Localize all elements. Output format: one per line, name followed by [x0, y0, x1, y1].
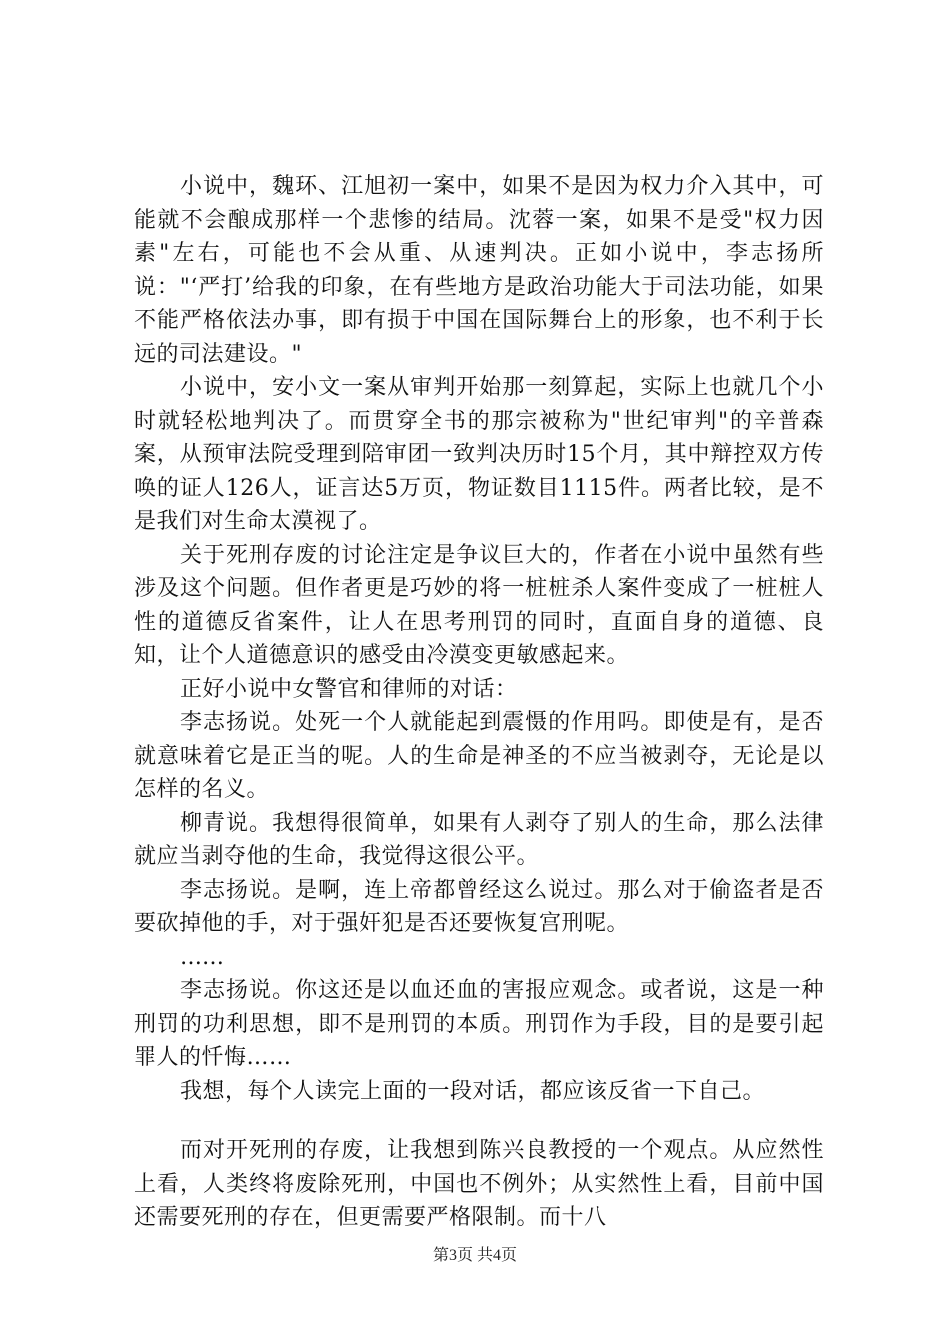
paragraph-dialogue-li-1: 李志扬说。处死一个人就能起到震慑的作用吗。即使是有，是否就意味着它是正当的呢。人的生命是神圣的不应当被剥夺，无论是以怎样的名义。 — [134, 710, 824, 802]
page-footer: 第3页 共4页 — [432, 1247, 517, 1264]
paragraph-dialogue-liu: 柳青说。我想得很简单，如果有人剥夺了别人的生命，那么法律就应当剥夺他的生命，我觉得这很公平。 — [134, 810, 824, 869]
paragraph-chen-xingliang: 而对开死刑的存废，让我想到陈兴良教授的一个观点。从应然性上看，人类终将废除死刑，中国也不例外；从实然性上看，目前中国还需要死刑的存在，但更需要严格限制。而十八 — [134, 1138, 824, 1230]
paragraph-dialogue-li-3: 李志扬说。你这还是以血还血的害报应观念。或者说，这是一种刑罚的功利思想，即不是刑罚的本质。刑罚作为手段，目的是要引起罪人的忏悔…… — [134, 978, 824, 1070]
paragraph-power-intervention: 小说中，魏环、江旭初一案中，如果不是因为权力介入其中，可能就不会酿成那样一个悲惨的结局。沈蓉一案，如果不是受"权力因素"左右，可能也不会从重、从速判决。正如小说中，李志扬所说："‘严打’给我的印象，在有些地方是政治功能大于司法功能，如果不能严格依法办事，即有损于中国在国际舞台上的形象，也不利于长远的司法建设。" — [134, 174, 824, 367]
paragraph-reflection: 我想，每个人读完上面的一段对话，都应该反省一下自己。 — [180, 1078, 766, 1104]
paragraph-simpson-trial: 小说中，安小文一案从审判开始那一刻算起，实际上也就几个小时就轻松地判决了。而贯穿全书的那宗被称为"世纪审判"的辛普森案，从预审法院受理到陪审团一致判决历时15个月，其中辩控双方传唤的证人126人，证言达5万页，物证数目1115件。两者比较，是不是我们对生命太漠视了。 — [134, 375, 824, 534]
paragraph-dialogue-intro: 正好小说中女警官和律师的对话： — [180, 676, 518, 702]
paragraph-dialogue-li-2: 李志扬说。是啊，连上帝都曾经这么说过。那么对于偷盗者是否要砍掉他的手，对于强奸犯是否还要恢复宫刑呢。 — [134, 877, 824, 936]
paragraph-ellipsis: …… — [180, 944, 224, 970]
document-body — [134, 170, 824, 1235]
paragraph-death-penalty-debate: 关于死刑存废的讨论注定是争议巨大的，作者在小说中虽然有些涉及这个问题。但作者更是巧妙的将一桩桩杀人案件变成了一桩桩人性的道德反省案件，让人在思考刑罚的同时，直面自身的道德、良知，让个人道德意识的感受由冷漠变更敏感起来。 — [134, 542, 824, 668]
